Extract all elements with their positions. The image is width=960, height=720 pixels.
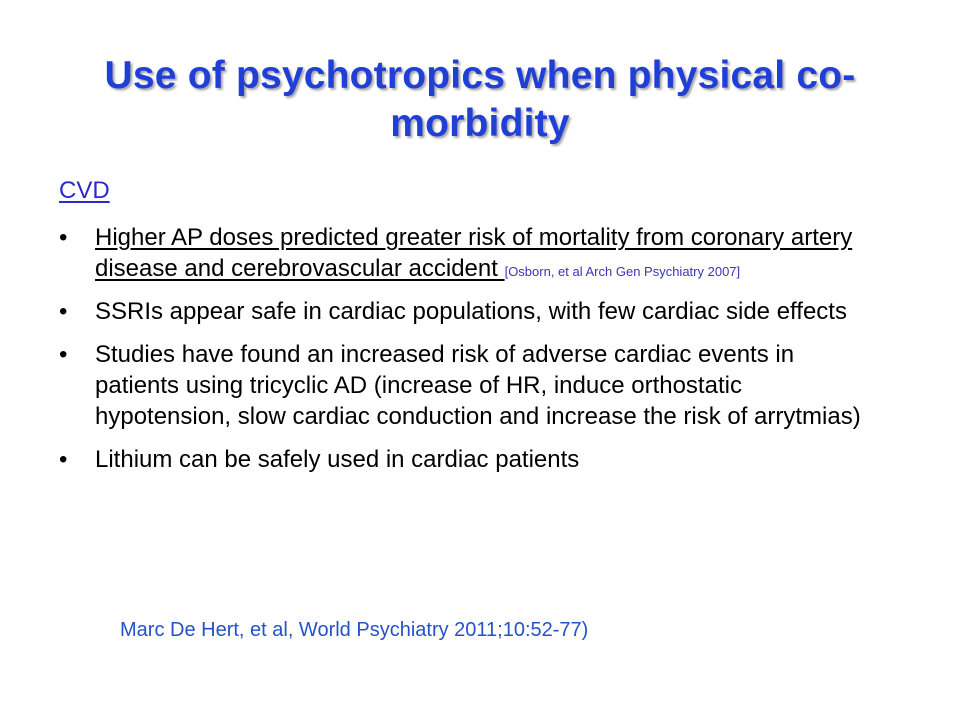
bullet-item (59, 339, 879, 432)
slide-title (40, 52, 920, 148)
bullet-item (59, 222, 879, 284)
slide-title-line-1: Use of psychotropics when physical co- (104, 54, 856, 97)
bullet-marker: • (59, 224, 68, 251)
source-citation: Marc De Hert, et al, World Psychiatry 2011;10:52-77) (120, 619, 589, 641)
bullet-marker: • (59, 446, 68, 473)
bullet-text: SSRIs appear safe in cardiac populations, with few cardiac side effects (95, 298, 847, 325)
bullet-marker: • (59, 341, 68, 368)
section-heading-cvd: CVD (59, 177, 110, 204)
slide-title-line-2: morbidity (390, 102, 570, 145)
bullet-reference: [Osborn, et al Arch Gen Psychiatry 2007] (504, 264, 741, 279)
bullet-list (59, 222, 879, 487)
bullet-text: Higher AP doses predicted greater risk of mortality from coronary artery disease and cerebrovascular accident (95, 224, 853, 282)
bullet-item (59, 444, 879, 475)
bullet-text: Studies have found an increased risk of adverse cardiac events in patients using tricyclic AD (increase of HR, induce orthostatic hypotension, slow cardiac conduction and increase the risk of arrytmias) (95, 341, 861, 430)
bullet-text: Lithium can be safely used in cardiac patients (95, 446, 580, 473)
bullet-item (59, 296, 879, 327)
bullet-marker: • (59, 298, 68, 325)
